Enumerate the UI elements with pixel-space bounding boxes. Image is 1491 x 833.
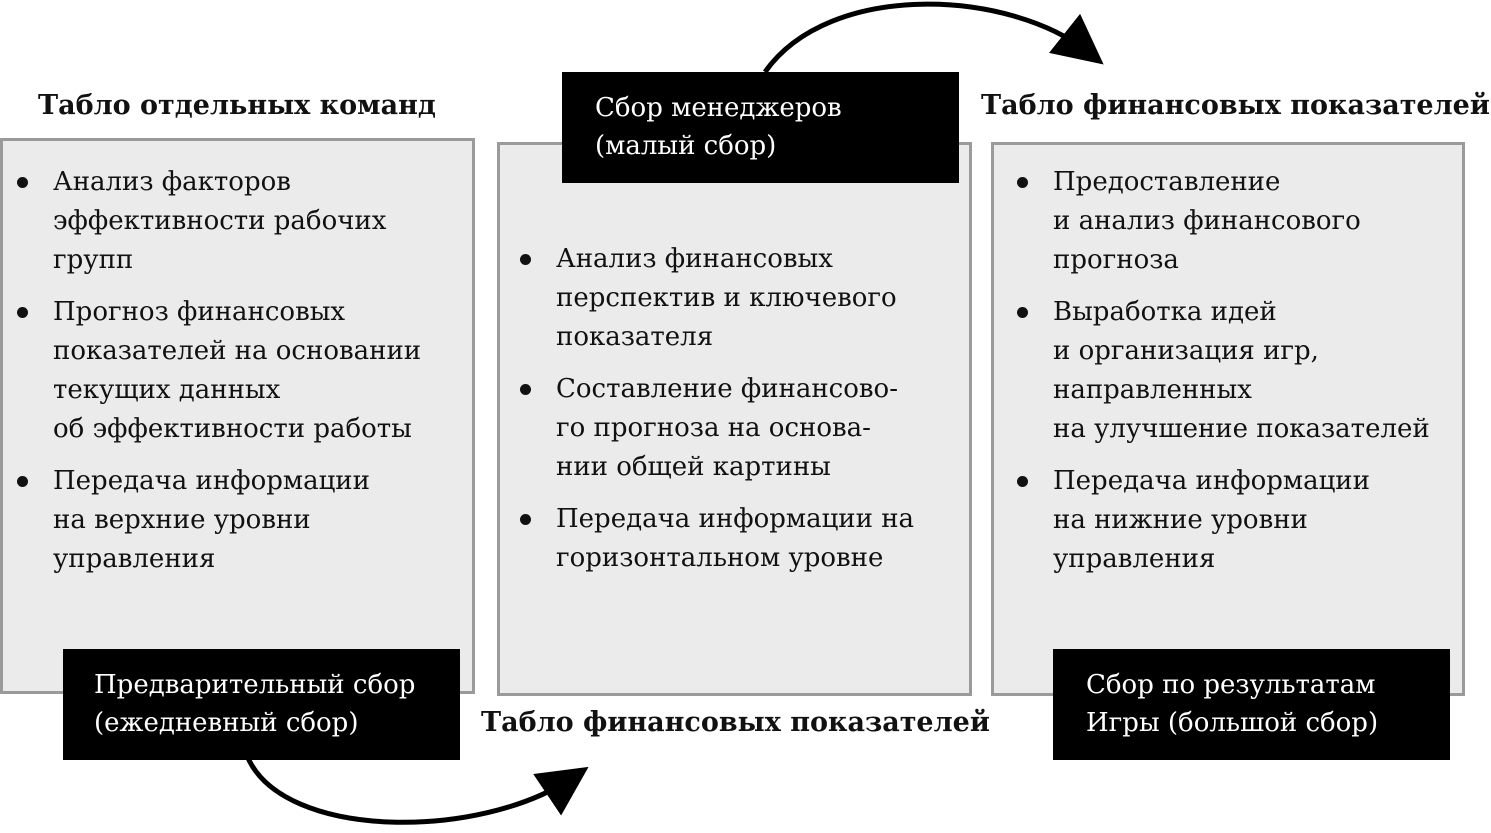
list-item [1017,462,1462,579]
team-board-heading: Табло отдельных команд [38,90,436,121]
game-results-meeting-box: Сбор по результатам Игры (большой сбор) [1053,649,1450,760]
bullet-dot-icon [17,307,28,318]
list-item-text: Передача информации на горизонтальном уровне [556,504,915,573]
curved-arrow-icon [248,758,572,822]
list-item [1017,293,1462,449]
list-item-text: Передача информации на верхние уровни управления [53,466,370,574]
bullet-dot-icon [17,476,28,487]
bullet-dot-icon [1017,307,1028,318]
list-item-text: Предоставление и анализ финансового прогноза [1053,167,1361,275]
bullet-dot-icon [1017,476,1028,487]
bullet-dot-icon [520,514,531,525]
list-item [17,163,467,280]
finance-board-heading-middle: Табло финансовых показателей [481,707,990,738]
bullet-dot-icon [520,384,531,395]
team-board-list [17,163,467,592]
list-item [17,293,467,449]
daily-meeting-box: Предварительный сбор (ежедневный сбор) [63,649,460,760]
list-item-text: Анализ факторов эффективности рабочих групп [53,167,387,275]
list-item [1017,163,1462,280]
list-item-text: Прогноз финансовых показателей на основании текущих данных об эффективности работы [53,297,422,444]
list-item-text: Анализ финансовых перспектив и ключевого показателя [556,244,897,352]
bullet-dot-icon [1017,177,1028,188]
bullet-dot-icon [520,254,531,265]
list-item-text: Выработка идей и организация игр, направленных на улучшение показателей [1053,297,1430,444]
finance-board-heading-right: Табло финансовых показателей [981,90,1490,121]
list-item-text: Передача информации на нижние уровни управления [1053,466,1370,574]
finance-board-list-middle [520,240,960,591]
managers-meeting-box: Сбор менеджеров (малый сбор) [562,72,959,183]
bullet-dot-icon [17,177,28,188]
list-item-text: Составление финансово- го прогноза на основа- нии общей картины [556,374,898,482]
list-item [17,462,467,579]
curved-arrow-icon [765,4,1088,72]
finance-board-list-right [1017,163,1462,592]
list-item [520,240,960,357]
list-item [520,500,960,578]
list-item [520,370,960,487]
